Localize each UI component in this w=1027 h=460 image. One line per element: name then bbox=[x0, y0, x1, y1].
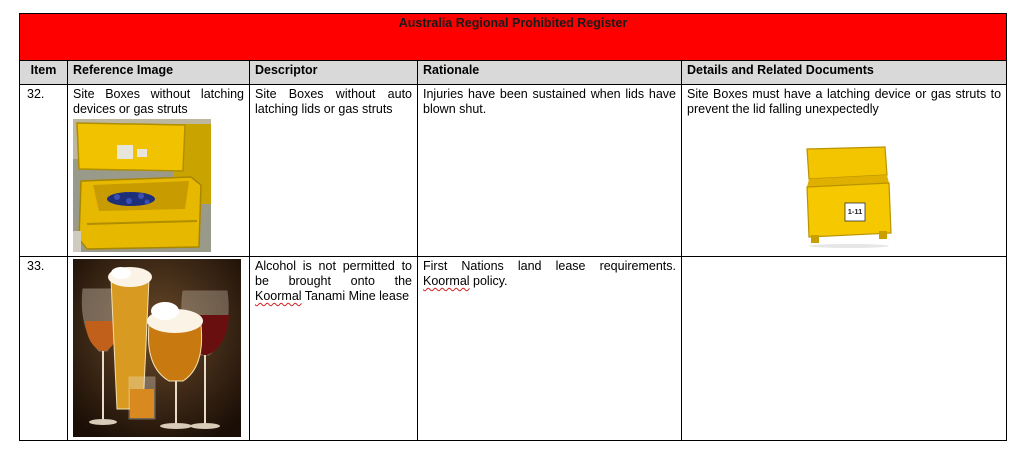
descriptor-cell: Site Boxes without auto latching lids or gas struts bbox=[250, 85, 418, 257]
col-header-descriptor: Descriptor bbox=[250, 61, 418, 85]
col-header-details: Details and Related Documents bbox=[682, 61, 1007, 85]
descriptor-cell bbox=[250, 257, 418, 441]
col-header-reference-image: Reference Image bbox=[68, 61, 250, 85]
site-box-label: 1-11 bbox=[847, 207, 863, 216]
item-number: 33. bbox=[20, 257, 68, 441]
rationale-cell bbox=[418, 257, 682, 441]
table-row bbox=[20, 85, 1007, 257]
prohibited-register-table bbox=[19, 13, 1007, 441]
details-cell bbox=[682, 257, 1007, 441]
register-title: Australia Regional Prohibited Register bbox=[20, 14, 1007, 61]
rationale-text-1: First Nations land lease requirements. bbox=[423, 259, 676, 273]
open-site-box-image bbox=[73, 119, 211, 252]
reference-cell bbox=[68, 257, 250, 441]
details-cell bbox=[682, 85, 1007, 257]
col-header-rationale: Rationale bbox=[418, 61, 682, 85]
closed-site-box-image bbox=[801, 145, 895, 249]
table-row bbox=[20, 257, 1007, 441]
alcohol-glasses-image bbox=[73, 259, 241, 437]
col-header-item: Item bbox=[20, 61, 68, 85]
rationale-text-2: policy. bbox=[473, 274, 508, 288]
reference-cell bbox=[68, 85, 250, 257]
item-number: 32. bbox=[20, 85, 68, 257]
header-row bbox=[20, 61, 1007, 85]
details-text: Site Boxes must have a latching device or gas struts to prevent the lid falling unexpectedly bbox=[687, 87, 1002, 116]
rationale-cell: Injuries have been sustained when lids have blown shut. bbox=[418, 85, 682, 257]
title-row bbox=[20, 14, 1007, 61]
koormal-word: Koormal bbox=[423, 274, 470, 288]
descriptor-text-1: Alcohol is not permitted to be brought onto the bbox=[255, 259, 412, 288]
koormal-word: Koormal bbox=[255, 289, 302, 303]
descriptor-text-2: Tanami Mine lease bbox=[304, 289, 410, 303]
reference-text: Site Boxes without latching devices or gas struts bbox=[73, 87, 244, 116]
